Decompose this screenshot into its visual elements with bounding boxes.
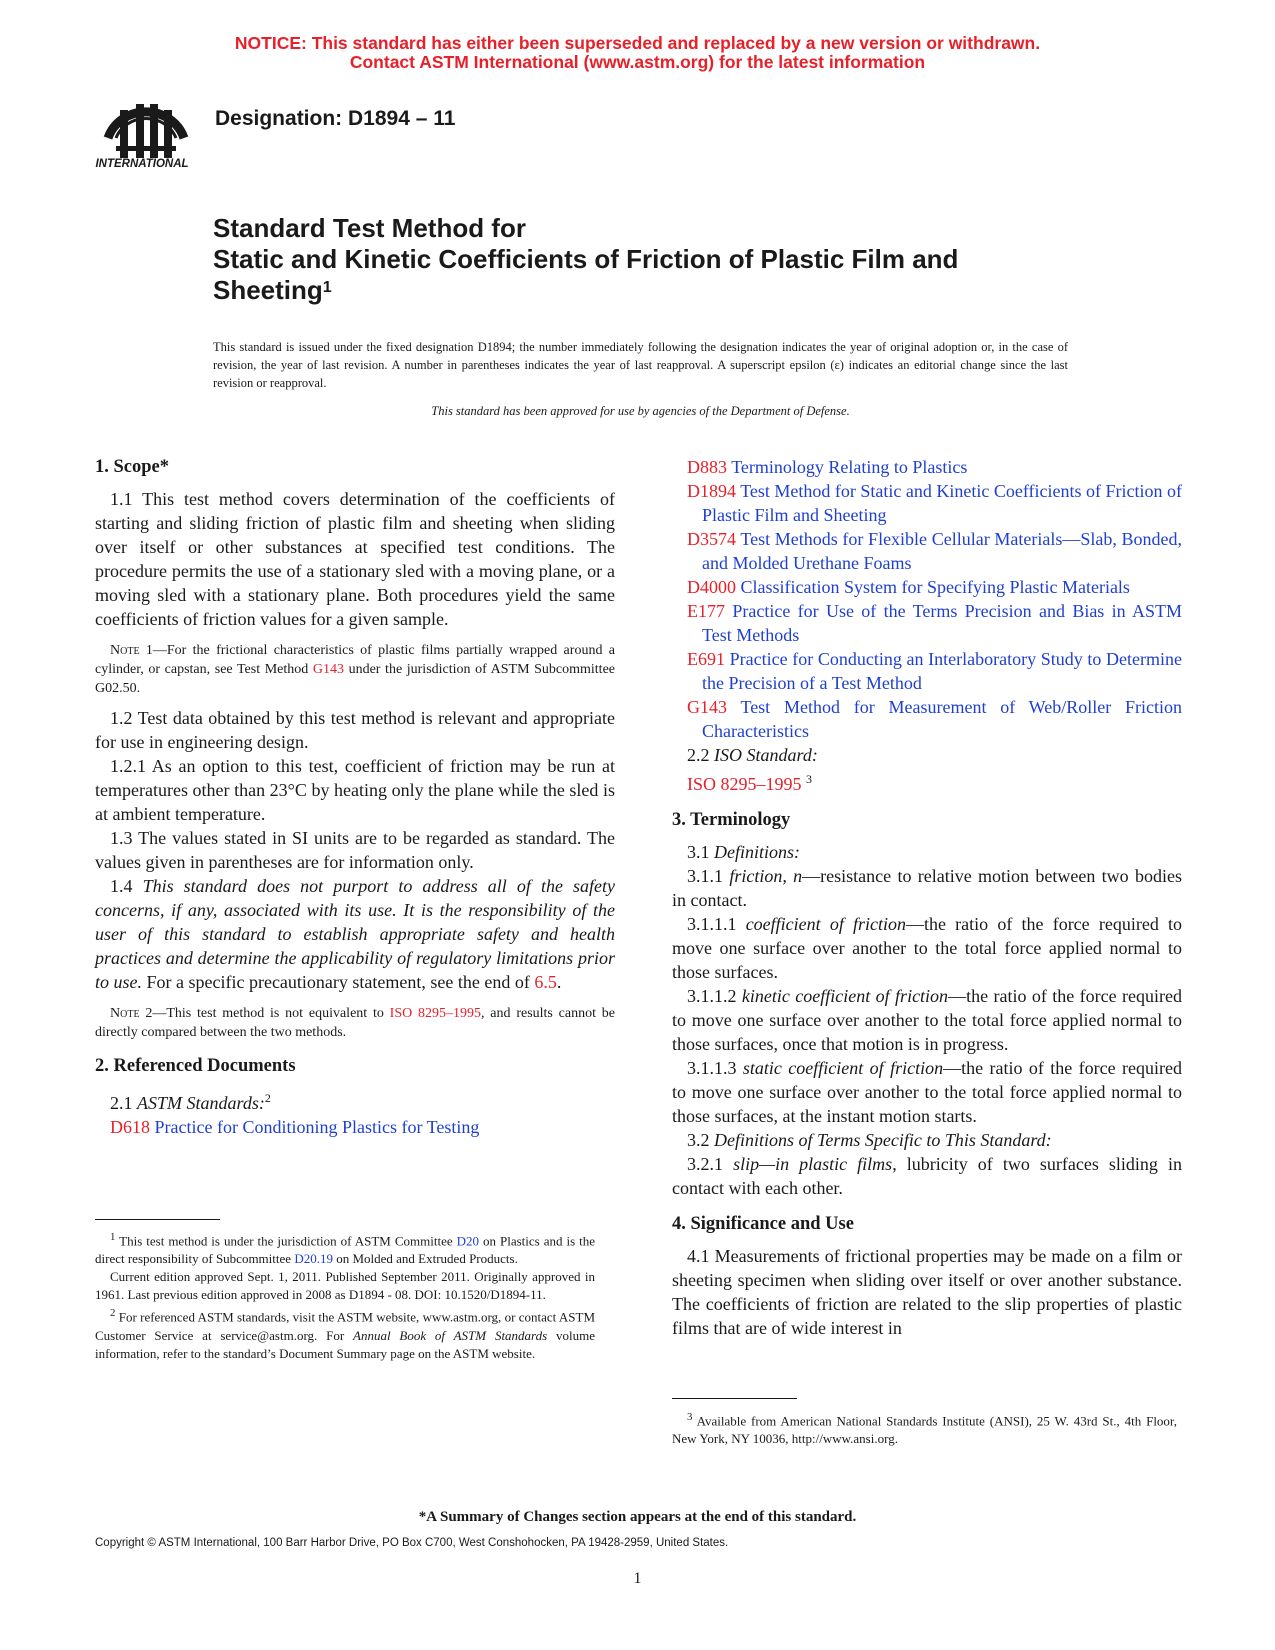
- reference-e691[interactable]: E691 Practice for Conducting an Interlaboratory Study to Determine the Precision of a Test Method: [687, 649, 1182, 693]
- paragraph-1-4: 1.4 This standard does not purport to address all of the safety concerns, if any, associated with its use. It is the responsibility of the user of this standard to establish appropriate safety and health practices and determine the applicability of regulatory limitations prior to use. For a specific precautionary statement, see the end of 6.5.: [95, 876, 615, 992]
- link-iso-8295[interactable]: ISO 8295–1995: [389, 1006, 482, 1021]
- designation: Designation: D1894 – 11: [215, 107, 456, 130]
- note-2: Note 2—This test method is not equivalent to ISO 8295–1995, and results cannot be directly compared between the two methods.: [95, 1006, 615, 1040]
- summary-of-changes-note: *A Summary of Changes section appears at the end of this standard.: [418, 1509, 857, 1525]
- footnote-1-edition: Current edition approved Sept. 1, 2011. Published September 2011. Originally approved in 1961. Last previous edition approved in 2008 as D1894 - 08. DOI: 10.1520/D1894-11.: [95, 1269, 595, 1303]
- reference-d3574[interactable]: D3574 Test Methods for Flexible Cellular Materials—Slab, Bonded, and Molded Urethane Foams: [687, 529, 1182, 573]
- paragraph-4-1: 4.1 Measurements of frictional properties may be made on a film or sheeting specimen when sliding over itself or over another substance. The coefficients of friction are related to the slip properties of plastic films that are of wide interest in: [672, 1246, 1182, 1338]
- definition-static-coefficient: 3.1.1.3 static coefficient of friction—the ratio of the force required to move one surface over another to the total force applied normal to those surfaces, at the instant motion starts.: [672, 1058, 1182, 1126]
- paragraph-1-1: 1.1 This test method covers determination of the coefficients of starting and sliding friction of plastic film and sheeting when sliding over itself or other substances at specified test conditions. The procedure permits the use of a stationary sled with a moving plane, or a moving sled with a stationary plane. Both procedures yield the same coefficients of friction values for a given sample.: [95, 489, 615, 629]
- title-line-1: Standard Test Method for: [213, 213, 526, 243]
- paragraph-2-1: 2.1 ASTM Standards:$^2$: [110, 1091, 271, 1113]
- section-heading-referenced-documents: 2. Referenced Documents: [95, 1056, 296, 1076]
- title-line-2: Static and Kinetic Coefficients of Friction of Plastic Film and: [213, 244, 959, 274]
- section-heading-scope: 1. Scope*: [95, 457, 169, 477]
- footnote-divider-right: [672, 1398, 797, 1399]
- reference-e177[interactable]: E177 Practice for Use of the Terms Precision and Bias in ASTM Test Methods: [687, 601, 1182, 645]
- reference-g143[interactable]: G143 Test Method for Measurement of Web/Roller Friction Characteristics: [687, 697, 1182, 741]
- definition-friction: 3.1.1 friction, n—resistance to relative motion between two bodies in contact.: [672, 866, 1182, 910]
- link-g143[interactable]: G143: [312, 662, 344, 677]
- document-title: [213, 213, 1113, 306]
- issue-statement: This standard is issued under the fixed designation D1894; the number immediately following the designation indicates the year of original adoption or, in the case of revision, the year of last revision. A number in parentheses indicates the year of last reapproval. A superscript epsilon (ε) indicates an editorial change since the last revision or reapproval.: [213, 340, 1068, 390]
- section-heading-terminology: 3. Terminology: [672, 810, 791, 830]
- paragraph-3-1: 3.1 Definitions:: [687, 842, 800, 862]
- page-number: 1: [633, 1570, 642, 1587]
- footnote-3: $^3$ Available from American National Standards Institute (ANSI), 25 W. 43rd St., 4th Floor, New York, NY 10036, http://www.ansi.org.: [672, 1411, 1177, 1447]
- footnote-1: $^1$ This test method is under the jurisdiction of ASTM Committee D20 on Plastics and is the direct responsibility of Subcommittee D20.19 on Molded and Extruded Products.: [95, 1231, 595, 1267]
- reference-d4000[interactable]: D4000 Classification System for Specifying Plastic Materials: [687, 577, 1130, 597]
- paragraph-1-2: 1.2 Test data obtained by this test method is relevant and appropriate for use in engineering design.: [95, 708, 615, 752]
- link-d20-19[interactable]: D20.19: [294, 1251, 333, 1267]
- footnote-2: $^2$ For referenced ASTM standards, visit the ASTM website, www.astm.org, or contact ASTM Customer Service at service@astm.org. For Annual Book of ASTM Standards volume information, refer to the standard’s Document Summary page on the ASTM website.: [95, 1307, 596, 1361]
- title-line-3: Sheeting: [213, 275, 323, 305]
- note-1: Note 1—For the frictional characteristics of plastic films partially wrapped around a cylinder, or capstan, see Test Method G143 under the jurisdiction of ASTM Subcommittee G02.50.: [95, 643, 615, 696]
- notice-line-1: NOTICE: This standard has either been superseded and replaced by a new version or withdrawn.: [234, 33, 1041, 53]
- reference-d1894[interactable]: D1894 Test Method for Static and Kinetic Coefficients of Friction of Plastic Film and Sheeting: [687, 481, 1182, 525]
- right-column: [672, 455, 1182, 1340]
- referenced-standards-list: [672, 455, 1182, 743]
- reference-d883[interactable]: D883 Terminology Relating to Plastics: [687, 457, 968, 477]
- paragraph-1-3: 1.3 The values stated in SI units are to be regarded as standard. The values given in parentheses are for information only.: [95, 828, 615, 872]
- footnotes-left: [95, 1228, 595, 1363]
- definition-kinetic-coefficient: 3.1.1.2 kinetic coefficient of friction—the ratio of the force required to move one surface over another to the total force applied normal to those surfaces, once that motion is in progress.: [672, 986, 1182, 1054]
- note-2-label: Note 2: [110, 1006, 153, 1021]
- section-heading-significance: 4. Significance and Use: [672, 1214, 854, 1234]
- notice-line-2: Contact ASTM International (www.astm.org) for the latest information: [349, 52, 926, 72]
- reference-d618[interactable]: D618 Practice for Conditioning Plastics for Testing: [110, 1117, 480, 1137]
- paragraph-3-2: 3.2 Definitions of Terms Specific to This Standard:: [687, 1130, 1052, 1150]
- copyright-line: Copyright © ASTM International, 100 Barr Harbor Drive, PO Box C700, West Conshohocken, PA 19428-2959, United States.: [95, 1537, 729, 1549]
- definition-coefficient-of-friction: 3.1.1.1 coefficient of friction—the ratio of the force required to move one surface over another to the total force applied normal to those surfaces.: [672, 914, 1182, 982]
- link-d20[interactable]: D20: [456, 1233, 479, 1249]
- reference-iso-8295[interactable]: ISO 8295–1995 $^3$: [687, 772, 813, 794]
- paragraph-1-2-1: 1.2.1 As an option to this test, coefficient of friction may be run at temperatures other than 23°C by heating only the plane while the sled is at ambient temperature.: [95, 756, 615, 824]
- footnote-divider-left: [95, 1219, 220, 1220]
- definition-slip: 3.2.1 slip—in plastic films, lubricity of two surfaces sliding in contact with each other.: [672, 1154, 1182, 1198]
- withdrawal-notice: [0, 34, 1275, 72]
- link-section-6-5[interactable]: 6.5: [534, 972, 557, 992]
- title-footnote-ref: 1: [322, 279, 332, 296]
- astm-logo: [92, 88, 200, 184]
- note-1-label: Note 1: [110, 643, 153, 658]
- logo-wordmark: INTERNATIONAL: [95, 158, 189, 170]
- left-column: [95, 455, 615, 1139]
- paragraph-2-2: 2.2 ISO Standard:: [687, 745, 818, 765]
- dod-approval-note: This standard has been approved for use by agencies of the Department of Defense.: [431, 404, 850, 418]
